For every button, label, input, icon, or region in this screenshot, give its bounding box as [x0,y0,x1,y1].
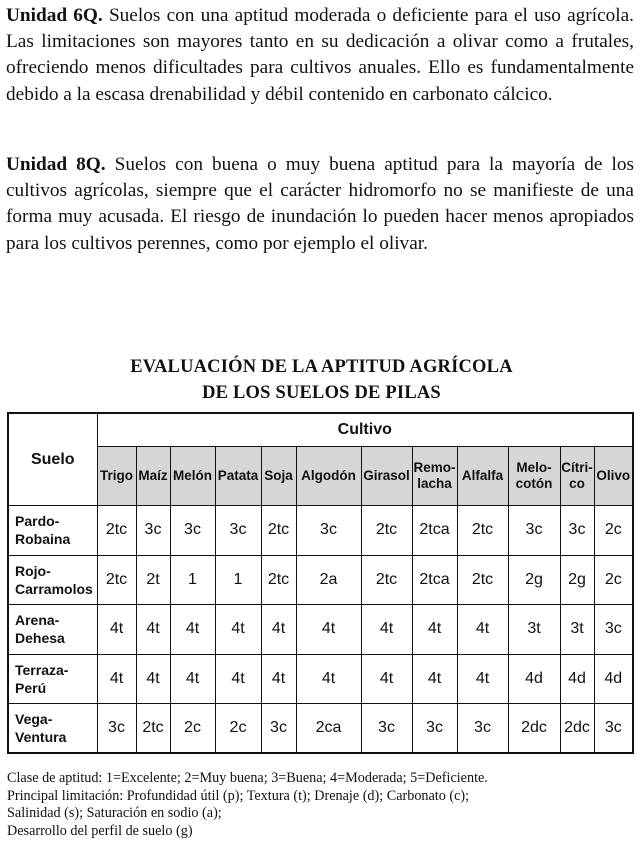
aptitude-cell: 2tca [412,506,457,556]
aptitude-cell: 1 [170,555,215,605]
aptitude-cell: 2g [508,555,560,605]
soil-label: Perú [15,680,47,697]
paragraph-text: Suelos con una aptitud moderada o deficiente para el uso agrícola. Las limitaciones son mayores tanto en su dedicación a olivar como a frutales, ofreciendo menos dificultades para cultivos anuales. Ello es fundamentalmente debido a la escasa drenabilidad y débil contenido en carbonato cálcico. [6,5,634,105]
aptitude-cell: 4d [508,654,560,704]
crop-label: Trigo [100,468,133,483]
soil-label: Rojo- [15,562,51,579]
soil-label: Vega- [15,711,53,728]
aptitude-cell: 2tc [457,555,508,605]
soil-name [8,555,97,605]
aptitude-cell: 2a [296,555,361,605]
paragraph-text: Suelos con buena o muy buena aptitud para la mayoría de los cultivos agrícolas, siempre que el carácter hidromorfo no se manifieste de una forma muy acusada. El riesgo de inundación lo pueden hacer menos apropiados para los cultivos perennes, como por ejemplo el olivar. [6,154,634,254]
aptitude-cell: 3c [412,704,457,754]
soil-name [8,704,97,754]
crop-label: co [569,476,585,491]
aptitude-cell: 4t [170,654,215,704]
crop-header [594,447,633,506]
crop-label: Melo- [516,460,552,475]
aptitude-cell: 2g [560,555,594,605]
aptitude-cell: 3c [508,506,560,556]
crop-label: Patata [217,468,259,483]
table-title-line1: EVALUACIÓN DE LA APTITUD AGRÍCOLA [130,357,513,377]
aptitude-cell: 3c [170,506,215,556]
paragraph-heading: Unidad 8Q. [6,154,106,175]
soil-label: Pardo- [15,513,60,530]
soil-label: Robaina [15,531,71,548]
crop-header [215,447,261,506]
aptitude-cell: 2tca [412,555,457,605]
crop-label: Maíz [138,468,168,483]
table-row [8,506,633,556]
legend-line: Principal limitación: Profundidad útil (p); Textura (t); Drenaje (d); Carbonato (c); [7,787,470,804]
table-row [8,555,633,605]
aptitude-cell: 3c [361,704,412,754]
aptitude-cell: 4t [136,654,170,704]
aptitude-cell: 2tc [261,506,296,556]
aptitude-cell: 2c [170,704,215,754]
aptitude-cell: 2dc [508,704,560,754]
aptitude-cell: 4t [361,605,412,655]
aptitude-cell: 3c [215,506,261,556]
aptitude-cell: 4t [412,654,457,704]
legend-line: Salinidad (s); Saturación en sodio (a); [7,805,222,822]
aptitude-cell: 2tc [136,704,170,754]
crop-label: Alfalfa [461,468,504,483]
soil-label: Arena- [15,612,60,629]
aptitude-cell: 4t [261,605,296,655]
soil-label: Terraza- [15,662,69,679]
aptitude-cell: 2t [136,555,170,605]
soil-name [8,654,97,704]
crop-header [136,447,170,506]
aptitude-cell: 4t [296,654,361,704]
crop-header [97,447,136,506]
crop-label: Soja [264,468,293,483]
aptitude-cell: 2tc [261,555,296,605]
table-title-line2: DE LOS SUELOS DE PILAS [202,383,441,403]
aptitude-cell: 4t [170,605,215,655]
aptitude-cell: 4t [296,605,361,655]
aptitude-cell: 3c [261,704,296,754]
legend-line: Clase de aptitud: 1=Excelente; 2=Muy buena; 3=Buena; 4=Moderada; 5=Deficiente. [7,770,488,786]
soil-label: Ventura [15,729,67,746]
aptitude-cell: 2c [594,555,633,605]
paragraph-unidad-8q [6,152,634,257]
crop-header [170,447,215,506]
crop-label: Olivo [596,468,631,483]
table-row [8,704,633,754]
aptitude-cell: 4d [594,654,633,704]
legend [7,770,637,840]
aptitude-cell: 4t [215,605,261,655]
aptitude-cell: 3c [296,506,361,556]
crop-label: cotón [515,476,553,491]
cultivo-header: Cultivo [97,413,633,447]
aptitude-cell: 3t [560,605,594,655]
crop-label: lacha [417,476,452,491]
legend-line: Desarrollo del perfil de suelo (g) [7,822,193,839]
table-row [8,605,633,655]
crop-header [560,447,594,506]
soil-label: Carramolos [15,580,93,597]
aptitude-cell: 2tc [97,506,136,556]
aptitude-cell: 4t [215,654,261,704]
aptitude-cell: 2ca [296,704,361,754]
crop-label: Cítri- [561,460,593,475]
aptitude-cell: 2tc [97,555,136,605]
aptitude-cell: 4t [261,654,296,704]
aptitude-cell: 4t [361,654,412,704]
crop-header [508,447,560,506]
aptitude-cell: 4t [97,654,136,704]
crop-header [261,447,296,506]
aptitude-cell: 4t [457,654,508,704]
aptitude-cell: 2tc [457,506,508,556]
paragraph-unidad-6q [6,3,634,108]
soil-name [8,506,97,556]
aptitude-cell: 3t [508,605,560,655]
aptitude-cell: 3c [594,704,633,754]
aptitude-cell: 2c [594,506,633,556]
aptitude-cell: 2c [215,704,261,754]
aptitude-cell: 3c [560,506,594,556]
aptitude-cell: 3c [97,704,136,754]
soil-label: Dehesa [15,630,65,647]
crop-label: Remo- [413,460,456,475]
crop-header [412,447,457,506]
aptitude-cell: 3c [136,506,170,556]
suelo-header: Suelo [8,413,97,506]
paragraph-heading: Unidad 6Q. [6,5,103,26]
crop-label: Melón [173,468,212,483]
table-row [8,654,633,704]
crop-header [361,447,412,506]
crop-label: Algodón [301,468,356,483]
aptitude-cell: 4d [560,654,594,704]
crop-header [457,447,508,506]
soil-name [8,605,97,655]
aptitude-cell: 1 [215,555,261,605]
crop-header [296,447,361,506]
aptitude-cell: 4t [457,605,508,655]
aptitude-cell: 2tc [361,555,412,605]
aptitude-cell: 2tc [361,506,412,556]
aptitude-cell: 4t [412,605,457,655]
crop-label: Girasol [363,468,410,483]
aptitude-cell: 3c [457,704,508,754]
aptitude-cell: 4t [97,605,136,655]
aptitude-cell: 2dc [560,704,594,754]
aptitude-cell: 3c [594,605,633,655]
aptitude-cell: 4t [136,605,170,655]
aptitude-table [7,412,634,754]
